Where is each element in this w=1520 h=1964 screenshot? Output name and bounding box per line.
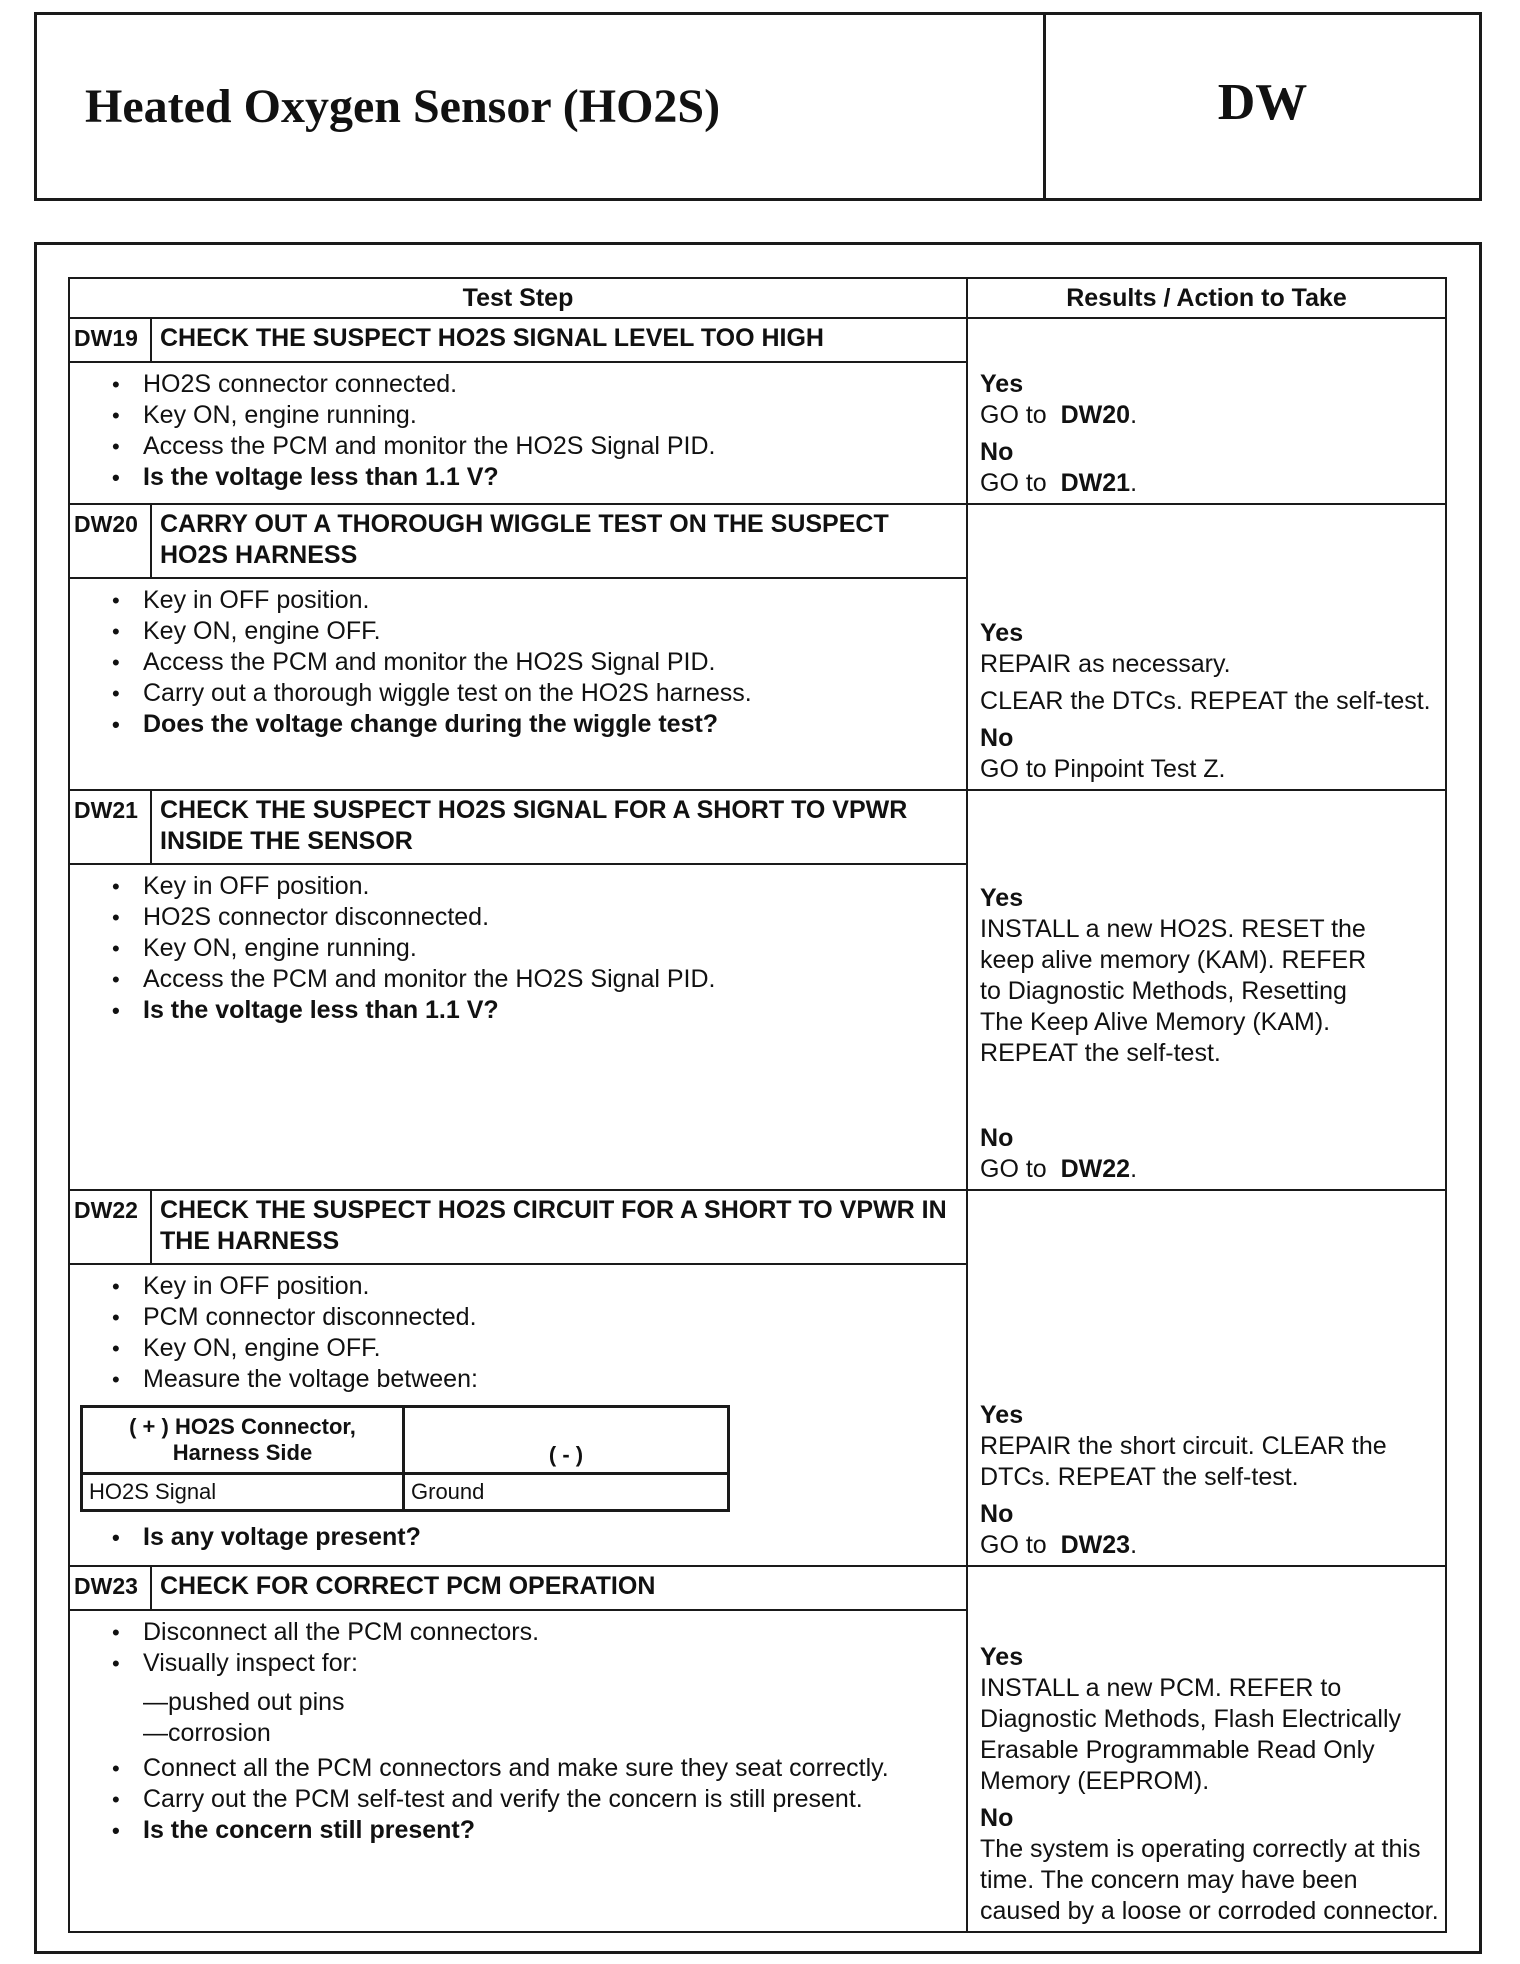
no-label: No: [980, 438, 1014, 466]
test-step-header: Test Step: [69, 278, 967, 318]
step-results: [967, 504, 1446, 790]
instruction-item: • Key in OFF position.: [110, 1271, 958, 1302]
positive-lead-value: HO2S Signal: [82, 1474, 404, 1511]
yes-action: REPAIR as necessary.: [980, 650, 1231, 678]
step-body: [69, 864, 967, 1190]
step-title: CHECK THE SUSPECT HO2S SIGNAL FOR A SHORT TO VPWR INSIDE THE SENSOR: [151, 790, 967, 864]
step-instructions: [110, 1271, 958, 1395]
step-body: [69, 1264, 967, 1566]
negative-lead-value: Ground: [404, 1474, 729, 1511]
goto-link[interactable]: DW22: [1060, 1155, 1131, 1183]
instruction-item: • Access the PCM and monitor the HO2S Signal PID.: [110, 647, 958, 678]
no-action: GO to: [980, 1155, 1047, 1183]
step-instructions: [110, 871, 958, 1026]
yes-label: Yes: [980, 1401, 1024, 1429]
step-question: • Is the voltage less than 1.1 V?: [110, 462, 958, 493]
page-header: [34, 12, 1482, 201]
step-question: • Does the voltage change during the wiggle test?: [110, 709, 958, 740]
no-action: GO to: [980, 1531, 1047, 1559]
table-header-row: [69, 278, 1446, 318]
step-id: DW23: [69, 1566, 151, 1610]
yes-label: Yes: [980, 370, 1024, 398]
step-instructions: [110, 1617, 958, 1679]
step-results: Yes INSTALL a new HO2S. RESET the keep alive memory (KAM). REFER to Diagnostic Methods, Resetting The Keep Alive Memory (KAM). REPEAT the self-test. No GO to DW22.: [967, 790, 1446, 1190]
step-title-row: [69, 504, 1446, 578]
results-header: Results / Action to Take: [967, 278, 1446, 318]
yes-action: CLEAR the DTCs. REPEAT the self-test.: [980, 687, 1431, 715]
step-instructions: [110, 585, 958, 740]
positive-lead-header: ( + ) HO2S Connector, Harness Side: [82, 1407, 404, 1474]
instruction-item: • Measure the voltage between:: [110, 1364, 958, 1395]
instruction-item: • Key ON, engine running.: [110, 933, 958, 964]
yes-label: Yes: [980, 619, 1024, 647]
instruction-item: • Carry out a thorough wiggle test on the HO2S harness.: [110, 678, 958, 709]
yes-action: INSTALL a new PCM. REFER to Diagnostic Methods, Flash Electrically Erasable Programmable Read Only Memory (EEPROM).: [980, 1674, 1402, 1795]
step-body: [69, 362, 967, 504]
step-title-row: [69, 790, 1446, 864]
instruction-item: • Access the PCM and monitor the HO2S Signal PID.: [110, 964, 958, 995]
instruction-item: • Key ON, engine running.: [110, 400, 958, 431]
yes-label: Yes: [980, 884, 1024, 912]
inspection-list: [110, 1687, 958, 1749]
inspection-item: — corrosion: [143, 1718, 958, 1749]
instruction-item: • HO2S connector connected.: [110, 369, 958, 400]
instruction-item: • Key ON, engine OFF.: [110, 616, 958, 647]
negative-lead-header: ( - ): [404, 1407, 729, 1474]
pinpoint-code: DW: [1217, 74, 1308, 131]
step-title: CHECK THE SUSPECT HO2S CIRCUIT FOR A SHORT TO VPWR IN THE HARNESS: [151, 1190, 967, 1264]
step-id: DW22: [69, 1190, 151, 1264]
no-label: No: [980, 724, 1014, 752]
goto-link[interactable]: DW23: [1060, 1531, 1131, 1559]
instruction-item: • Key in OFF position.: [110, 871, 958, 902]
instruction-item: • Connect all the PCM connectors and make sure they seat correctly.: [110, 1753, 958, 1784]
goto-link[interactable]: DW21: [1060, 469, 1131, 497]
step-question: • Is the voltage less than 1.1 V?: [110, 995, 958, 1026]
step-id: DW20: [69, 504, 151, 578]
inspection-item: — pushed out pins: [143, 1687, 958, 1718]
instruction-item: • PCM connector disconnected.: [110, 1302, 958, 1333]
no-label: No: [980, 1124, 1014, 1152]
step-results: Yes REPAIR the short circuit. CLEAR the DTCs. REPEAT the self-test. No GO to DW23.: [967, 1190, 1446, 1566]
step-instructions: [110, 1753, 958, 1846]
step-results: Yes GO to DW20. No GO to DW21.: [967, 318, 1446, 504]
no-label: No: [980, 1804, 1014, 1832]
yes-action: REPAIR the short circuit. CLEAR the DTCs. REPEAT the self-test.: [980, 1432, 1387, 1491]
instruction-item: • Key ON, engine OFF.: [110, 1333, 958, 1364]
yes-label: Yes: [980, 1643, 1024, 1671]
step-id: DW21: [69, 790, 151, 864]
no-action: The system is operating correctly at this time. The concern may have been caused by a loose or corroded connector.: [980, 1835, 1439, 1925]
step-title-row: [69, 1190, 1446, 1264]
no-label: No: [980, 1500, 1014, 1528]
step-results: [967, 1566, 1446, 1932]
instruction-item: • Carry out the PCM self-test and verify the concern is still present.: [110, 1784, 958, 1815]
instruction-item: • Visually inspect for:: [110, 1648, 958, 1679]
step-title: CHECK THE SUSPECT HO2S SIGNAL LEVEL TOO HIGH: [151, 318, 967, 362]
goto-link[interactable]: DW20: [1060, 401, 1131, 429]
no-action[interactable]: GO to Pinpoint Test Z.: [980, 755, 1226, 783]
step-body: [69, 1610, 967, 1932]
step-instructions: [110, 369, 958, 493]
step-question: • Is the concern still present?: [110, 1815, 958, 1846]
instruction-item: • Access the PCM and monitor the HO2S Signal PID.: [110, 431, 958, 462]
step-question: • Is any voltage present?: [110, 1522, 958, 1553]
instruction-item: • Disconnect all the PCM connectors.: [110, 1617, 958, 1648]
yes-action: INSTALL a new HO2S. RESET the keep alive memory (KAM). REFER to Diagnostic Methods, Resetting The Keep Alive Memory (KAM). REPEAT the self-test.: [980, 915, 1367, 1067]
no-action: GO to: [980, 469, 1047, 497]
page-title: Heated Oxygen Sensor (HO2S): [37, 15, 1046, 198]
step-body: [69, 578, 967, 790]
instruction-item: • Key in OFF position.: [110, 585, 958, 616]
step-title-row: [69, 318, 1446, 362]
instruction-item: • HO2S connector disconnected.: [110, 902, 958, 933]
step-title: CHECK FOR CORRECT PCM OPERATION: [151, 1566, 967, 1610]
measurement-table: [80, 1405, 730, 1512]
step-title-row: [69, 1566, 1446, 1610]
step-title: CARRY OUT A THOROUGH WIGGLE TEST ON THE SUSPECT HO2S HARNESS: [151, 504, 967, 578]
yes-action: GO to: [980, 401, 1047, 429]
step-id: DW19: [69, 318, 151, 362]
test-step-table: [68, 277, 1447, 1933]
